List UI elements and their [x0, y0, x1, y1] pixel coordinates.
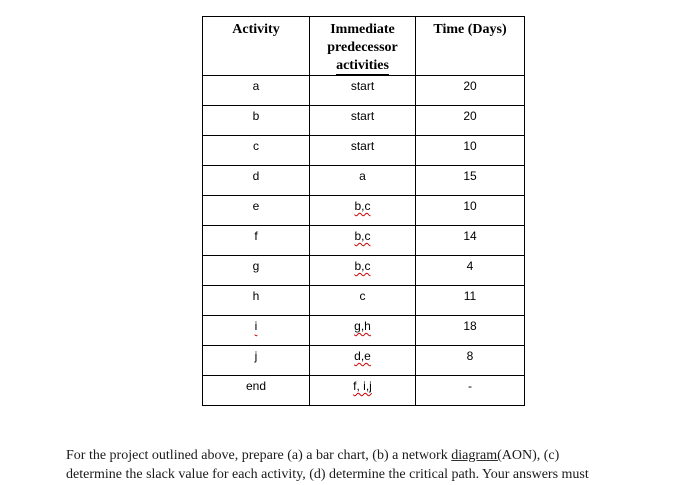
instruction-text	[66, 446, 666, 484]
instruction-line-1-end: AON), (c)	[501, 448, 560, 463]
predecessor-label: a	[359, 169, 366, 183]
predecessor-label: c	[359, 289, 366, 303]
instruction-line-1-underlined: diagram(	[451, 448, 502, 463]
activity-label: c	[253, 139, 259, 153]
table-row	[203, 316, 525, 346]
activity-label: f	[254, 229, 258, 243]
table-row	[203, 136, 525, 166]
cell-activity	[203, 76, 310, 106]
activity-label: a	[252, 79, 260, 93]
activity-label: g	[252, 259, 260, 273]
header-predecessor-line2: predecessor	[327, 40, 398, 55]
cell-predecessor	[310, 196, 416, 226]
predecessor-label: b,c	[354, 199, 371, 213]
cell-predecessor	[310, 76, 416, 106]
predecessor-label: d,e	[354, 349, 371, 363]
cell-time: 18	[416, 316, 525, 346]
table-row	[203, 106, 525, 136]
cell-activity	[203, 226, 310, 256]
table-body	[203, 76, 525, 406]
cell-activity	[203, 376, 310, 406]
predecessor-label: start	[350, 139, 375, 153]
predecessor-label: b,c	[354, 259, 371, 273]
predecessor-label: g,h	[354, 319, 371, 333]
activity-label: h	[252, 289, 260, 303]
cell-predecessor	[310, 286, 416, 316]
cell-predecessor	[310, 136, 416, 166]
cell-time: 4	[416, 256, 525, 286]
cell-predecessor	[310, 256, 416, 286]
activity-label: b	[252, 109, 260, 123]
cell-activity	[203, 166, 310, 196]
predecessor-label: start	[350, 79, 375, 93]
table-row	[203, 376, 525, 406]
table-row	[203, 166, 525, 196]
instruction-line-1-start: For the project outlined above, prepare (a) a bar chart, (b) a network	[66, 448, 452, 463]
cell-activity	[203, 196, 310, 226]
instruction-line-1	[66, 446, 666, 465]
header-predecessor	[310, 17, 416, 76]
cell-activity	[203, 286, 310, 316]
cell-time: -	[416, 376, 525, 406]
table-row	[203, 196, 525, 226]
cell-activity	[203, 316, 310, 346]
table-row	[203, 226, 525, 256]
cell-predecessor	[310, 346, 416, 376]
cell-activity	[203, 136, 310, 166]
cell-time: 20	[416, 106, 525, 136]
cell-time: 10	[416, 136, 525, 166]
header-activity: Activity	[203, 17, 310, 76]
cell-predecessor	[310, 316, 416, 346]
cell-activity	[203, 106, 310, 136]
cell-time: 10	[416, 196, 525, 226]
cell-activity	[203, 256, 310, 286]
cell-predecessor	[310, 106, 416, 136]
cell-predecessor	[310, 166, 416, 196]
cell-time: 20	[416, 76, 525, 106]
table-row	[203, 346, 525, 376]
table-row	[203, 76, 525, 106]
header-predecessor-line3: activities	[336, 58, 389, 73]
activity-label: e	[252, 199, 260, 213]
predecessor-label: f, i,j	[353, 379, 372, 393]
cell-time: 8	[416, 346, 525, 376]
cell-activity	[203, 346, 310, 376]
table-header-row	[203, 17, 525, 76]
cell-predecessor	[310, 376, 416, 406]
header-predecessor-line1: Immediate	[330, 22, 395, 37]
table-row	[203, 286, 525, 316]
activity-table	[202, 16, 525, 406]
header-time: Time (Days)	[416, 17, 525, 76]
activity-label: d	[252, 169, 260, 183]
predecessor-label: start	[350, 109, 375, 123]
activity-label: end	[245, 379, 267, 393]
instruction-line-2: determine the slack value for each activity, (d) determine the critical path. Your answers must	[66, 467, 589, 482]
table-row	[203, 256, 525, 286]
cell-time: 15	[416, 166, 525, 196]
activity-label: j	[254, 349, 258, 363]
activity-label: i	[254, 319, 258, 333]
predecessor-label: b,c	[354, 229, 371, 243]
cell-time: 11	[416, 286, 525, 316]
cell-predecessor	[310, 226, 416, 256]
cell-time: 14	[416, 226, 525, 256]
